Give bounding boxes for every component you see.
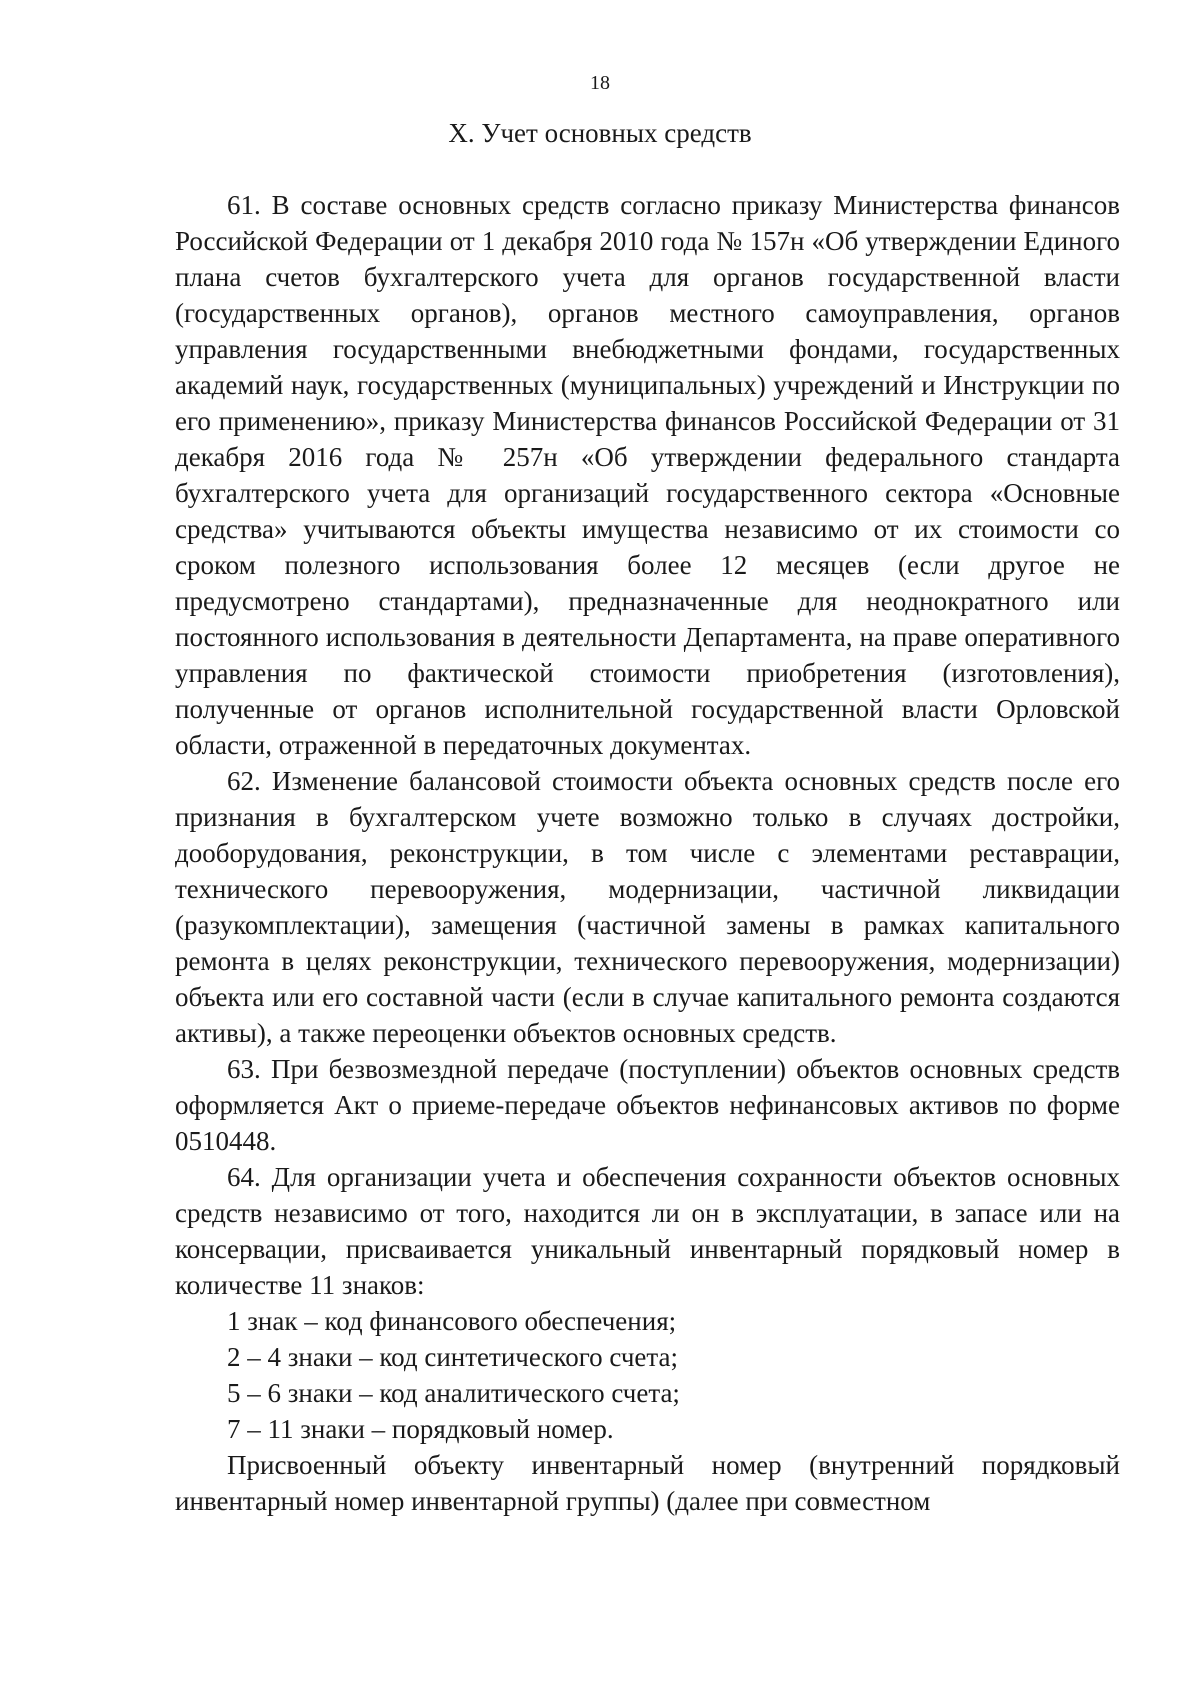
document-body (175, 187, 1120, 1519)
list-item: 1 знак – код финансового обеспечения; (227, 1306, 677, 1336)
list-item: 2 – 4 знаки – код синтетического счета; (227, 1342, 679, 1372)
list-item: 7 – 11 знаки – порядковый номер. (227, 1414, 614, 1444)
section-title: X. Учет основных средств (448, 118, 752, 148)
paragraph-62: 62. Изменение балансовой стоимости объекта основных средств после его признания в бухгалтерском учете возможно только в случаях достройки, дооборудования, реконструкции, в том числе с элементами реставрации, технического перевооружения, модернизации, частичной ликвидации (разукомплектации), замещения (частичной замены в рамках капитального ремонта в целях реконструкции, технического перевооружения, модернизации) объекта или его составной части (если в случае капитального ремонта создаются активы), а также переоценки объектов основных средств. (175, 766, 1120, 1048)
paragraph-64: 64. Для организации учета и обеспечения сохранности объектов основных средств независимо от того, находится ли он в эксплуатации, в запасе или на консервации, присваивается уникальный инвентарный порядковый номер в количестве 11 знаков: (175, 1162, 1120, 1300)
paragraph-63: 63. При безвозмездной передаче (поступлении) объектов основных средств оформляется Акт о приеме-передаче объектов нефинансовых активов по форме 0510448. (175, 1054, 1120, 1156)
closing-paragraph: Присвоенный объекту инвентарный номер (внутренний порядковый инвентарный номер инвентарной группы) (далее при совместном (175, 1450, 1120, 1516)
list-item: 5 – 6 знаки – код аналитического счета; (227, 1378, 680, 1408)
paragraph-61: 61. В составе основных средств согласно приказу Министерства финансов Российской Федерации от 1 декабря 2010 года № 157н «Об утверждении Единого плана счетов бухгалтерского учета для органов государственной власти (государственных органов), органов местного самоуправления, органов управления государственными внебюджетными фондами, государственных академий наук, государственных (муниципальных) учреждений и Инструкции по его применению», приказу Министерства финансов Российской Федерации от 31 декабря 2016 года № 257н «Об утверждении федерального стандарта бухгалтерского учета для организаций государственного сектора «Основные средства» учитываются объекты имущества независимо от их стоимости со сроком полезного использования более 12 месяцев (если другое не предусмотрено стандартами), предназначенные для неоднократного или постоянного использования в деятельности Департамента, на праве оперативного управления по фактической стоимости приобретения (изготовления), полученные от органов исполнительной государственной власти Орловской области, отраженной в передаточных документах. (175, 190, 1120, 760)
page-number: 18 (590, 72, 610, 94)
